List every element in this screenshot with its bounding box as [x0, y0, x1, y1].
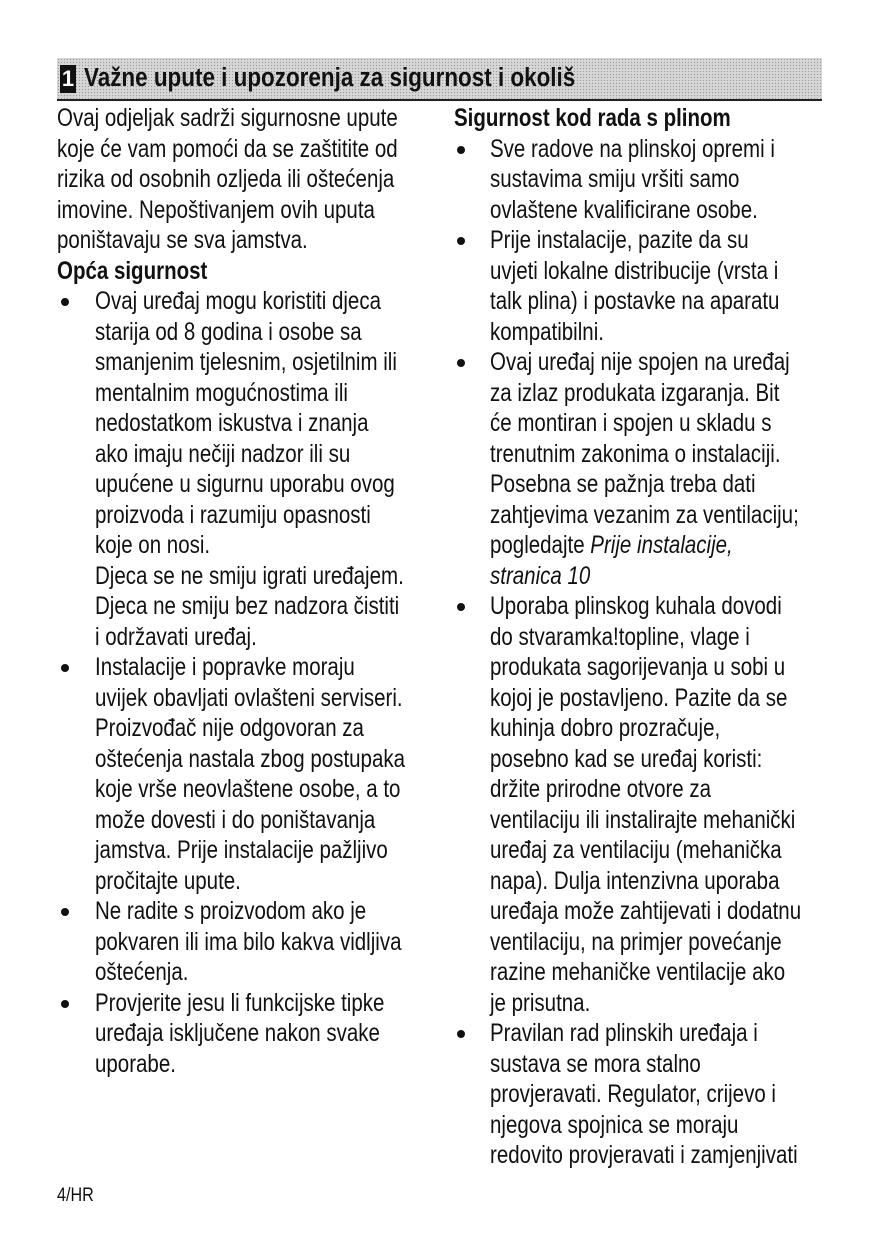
text-line: držite prirodne otvore za [490, 775, 712, 803]
text-line: talk plina) i postavke na aparatu [490, 287, 780, 315]
text-line: je prisutna. [490, 988, 591, 1017]
list-item [57, 988, 447, 1080]
text-line: njegova spojnica se moraju [490, 1110, 739, 1139]
section-header [57, 58, 822, 101]
text-line: uvijek obavljati ovlašteni serviseri. [95, 683, 403, 712]
bullet-icon [61, 298, 69, 306]
left-column [57, 103, 447, 1079]
list-item [57, 652, 447, 896]
intro-paragraph [57, 103, 447, 256]
text-line: Provjerite jesu li funkcijske tipke [95, 988, 385, 1017]
page-reference-link[interactable]: Prije instalacije, [590, 531, 733, 559]
text-line: Posebna se pažnja treba dati [490, 470, 756, 498]
text-line: kompatibilni. [490, 317, 604, 346]
text-line: oštećenja. [95, 958, 189, 986]
text-line: uređaja može zahtijevati i dodatnu [490, 897, 802, 925]
text-line: ako imaju nečiji nadzor ili su [95, 439, 351, 468]
text-line: trenutnim zakonima o instalaciji. [490, 439, 781, 468]
text-line: Ovaj uređaj nije spojen na uređaj [490, 348, 790, 376]
bullet-icon [457, 603, 465, 611]
text-line: Pravilan rad plinskih uređaja i [490, 1019, 758, 1047]
text-line: starija od 8 godina i osobe sa [95, 317, 362, 346]
right-column [454, 103, 834, 1171]
bullet-icon [457, 1030, 465, 1038]
text-line: upućene u sigurnu uporabu ovog [95, 470, 395, 498]
text-line: uvjeti lokalne distribucije (vrsta i [490, 256, 779, 285]
bullet-icon [61, 1000, 69, 1008]
page-reference-link[interactable]: stranica 10 [490, 561, 591, 590]
reference-prefix: pogledajte [490, 531, 591, 559]
text-line: nedostatkom iskustva i znanja [95, 409, 369, 437]
text-line: poništavaju se sva jamstva. [57, 226, 308, 254]
bullet-icon [61, 908, 69, 916]
text-line: koje će vam pomoći da se zaštitite od [57, 134, 398, 163]
text-line: provjeravati. Regulator, crijevo i [490, 1080, 777, 1108]
list-item [57, 896, 447, 988]
text-line: imovine. Nepoštivanjem ovih uputa [57, 195, 375, 224]
text-line: Proizvođač nije odgovoran za [95, 714, 364, 742]
text-line: može dovesti i do poništavanja [95, 805, 376, 834]
list-item [454, 591, 834, 1018]
text-line: koje on nosi. [95, 531, 211, 559]
text-line: ovlaštene kvalificirane osobe. [490, 195, 758, 224]
text-line: posebno kad se uređaj koristi: [490, 744, 763, 773]
reference-line [490, 530, 772, 561]
section-title: Važne upute i upozorenja za sigurnost i okoliš [84, 64, 576, 92]
text-line: za izlaz produkata izgaranja. Bit [490, 378, 780, 407]
text-line: redovito provjeravati i zamjenjivati [490, 1141, 798, 1169]
text-line: do stvaramka!topline, vlage i [490, 622, 750, 651]
text-line: uređaj za ventilaciju (mehanička [490, 836, 782, 864]
text-line: uporabe. [95, 1049, 176, 1078]
text-line: Djeca ne smiju bez nadzora čistiti [95, 592, 400, 620]
bullet-icon [457, 359, 465, 367]
list-item [454, 1018, 834, 1171]
text-line: kuhinja dobro prozračuje, [490, 714, 721, 742]
text-line: sustava se mora stalno [490, 1049, 701, 1078]
text-line: Instalacije i popravke moraju [95, 653, 355, 681]
text-line: i održavati uređaj. [95, 622, 257, 651]
bullet-icon [61, 664, 69, 672]
list-item [454, 225, 834, 347]
text-line: Prije instalacije, pazite da su [490, 226, 749, 254]
gas-safety-heading: Sigurnost kod rada s plinom [454, 104, 731, 132]
text-line: ventilaciju ili instalirajte mehanički [490, 805, 796, 834]
text-line: napa). Dulja intenzivna uporaba [490, 866, 780, 895]
text-line: Uporaba plinskog kuhala dovodi [490, 592, 782, 620]
text-line: zahtjevima vezanim za ventilaciju; [490, 500, 799, 529]
bullet-icon [457, 146, 465, 154]
text-line: Djeca se ne smiju igrati uređajem. [95, 561, 404, 590]
list-item [454, 134, 834, 226]
general-safety-heading: Opća sigurnost [57, 256, 208, 285]
text-line: uređaja isključene nakon svake [95, 1019, 380, 1047]
text-line: kojoj je postavljeno. Pazite da se [490, 683, 788, 712]
text-line: razine mehaničke ventilacije ako [490, 958, 786, 986]
text-line: Ovaj uređaj mogu koristiti djeca [95, 287, 382, 315]
text-line: će montiran i spojen u skladu s [490, 409, 772, 437]
text-line: sustavima smiju vršiti samo [490, 165, 740, 193]
text-line: koje vrše neovlaštene osobe, a to [95, 775, 401, 803]
list-item [454, 347, 834, 591]
text-line: produkata sagorijevanja u sobi u [490, 653, 786, 681]
text-line: jamstva. Prije instalacije pažljivo [95, 836, 388, 864]
text-line: Sve radove na plinskoj opremi i [490, 134, 775, 163]
text-line: rizika od osobnih ozljeda ili oštećenja [57, 165, 395, 193]
bullet-icon [457, 237, 465, 245]
text-line: proizvoda i razumiju opasnosti [95, 500, 371, 529]
section-number-badge: 1 [61, 65, 75, 91]
list-item [57, 286, 447, 652]
text-line: pokvaren ili ima bilo kakva vidljiva [95, 927, 402, 956]
text-line: ventilaciju, na primjer povećanje [490, 927, 782, 956]
text-line: Ovaj odjeljak sadrži sigurnosne upute [57, 104, 398, 132]
page-number: 4/HR [57, 1185, 94, 1206]
text-line: mentalnim mogućnostima ili [95, 378, 348, 407]
text-line: Ne radite s proizvodom ako je [95, 897, 367, 925]
text-line: oštećenja nastala zbog postupaka [95, 744, 406, 773]
text-line: pročitajte upute. [95, 866, 241, 895]
text-line: smanjenim tjelesnim, osjetilnim ili [95, 348, 397, 376]
